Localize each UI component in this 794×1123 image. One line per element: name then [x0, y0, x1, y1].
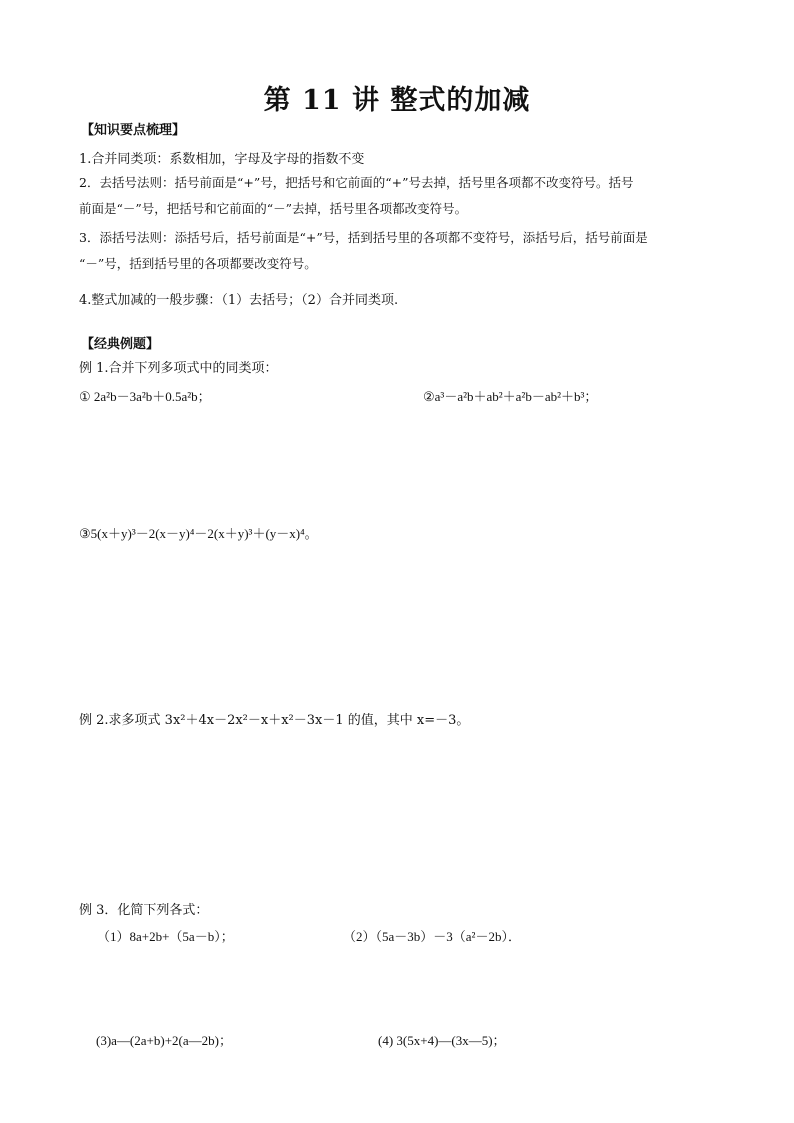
- page-title: 第 11 讲 整式的加减: [263, 85, 531, 116]
- example-3-item-4: (4) 3(5x+4)—(3x—5)；: [378, 1033, 506, 1048]
- example-1-item-2: ②a³－a²b＋ab²＋a²b－ab²＋b³；: [423, 389, 598, 404]
- knowledge-point-3-line-1: 3．添括号法则：添括号后，括号前面是“+”号，括到括号里的各项都不变符号，添括号后，括号前面是: [79, 230, 648, 245]
- knowledge-point-2-line-2: 前面是“－”号，把括号和它前面的“－”去掉，括号里各项都改变符号。: [79, 201, 468, 216]
- example-3-item-1: （1）8a+2b+（5a－b）；: [97, 929, 234, 944]
- knowledge-point-2-line-1: 2．去括号法则：括号前面是“+”号，把括号和它前面的“+”号去掉，括号里各项都不改变符号。括号: [79, 175, 634, 190]
- example-3-item-2: （2）（5a－3b）－3（a²－2b）．: [343, 929, 521, 944]
- knowledge-point-3-line-2: “－”号，括到括号里的各项都要改变符号。: [79, 256, 317, 271]
- example-1-prompt: 例 1.合并下列多项式中的同类项：: [79, 361, 278, 376]
- example-3-item-3: (3)a—(2a+b)+2(a—2b)；: [96, 1033, 232, 1048]
- examples-heading: 【经典例题】: [81, 337, 160, 352]
- example-3-prompt: 例 3．化简下列各式：: [79, 903, 209, 918]
- example-1-item-1: ① 2a²b－3a²b＋0.5a²b；: [79, 389, 211, 404]
- example-1-item-3: ③5(x＋y)³－2(x－y)⁴－2(x＋y)³＋(y－x)⁴。: [79, 526, 318, 541]
- knowledge-point-1: 1.合并同类项：系数相加，字母及字母的指数不变: [79, 152, 365, 167]
- knowledge-heading: 【知识要点梳理】: [81, 123, 186, 138]
- example-2-prompt: 例 2.求多项式 3x²＋4x－2x²－x＋x²－3x－1 的值，其中 x=－3。: [79, 713, 470, 728]
- knowledge-point-4: 4.整式加减的一般步骤：（1）去括号；（2）合并同类项.: [79, 293, 399, 308]
